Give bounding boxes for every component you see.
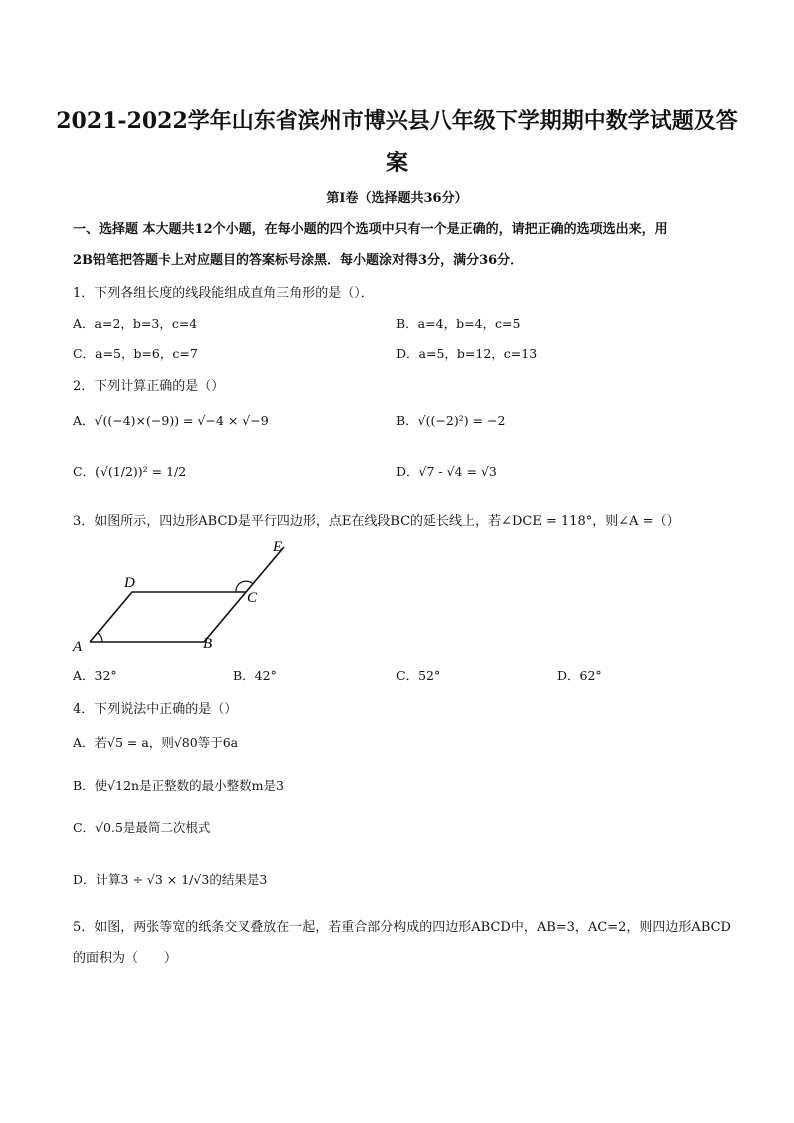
q3-option-c: C．52° bbox=[396, 668, 441, 683]
figure-label-e: E bbox=[273, 539, 283, 555]
q3-stem: 3．如图所示，四边形ABCD是平行四边形，点E在线段BC的延长线上，若∠DCE = 118°，则∠A =（） bbox=[73, 514, 680, 529]
q4-option-d: D．计算3 ÷ √3 × 1/√3的结果是3 bbox=[73, 872, 268, 887]
q1-option-a: A．a=2，b=3，c=4 bbox=[73, 316, 198, 331]
instructions-line-1: 一、选择题 本大题共12个小题，在每小题的四个选项中只有一个是正确的，请把正确的选项选出来，用 bbox=[73, 222, 668, 237]
q1-option-d: D．a=5，b=12，c=13 bbox=[396, 346, 538, 361]
q4-option-a: A．若√5 = a，则√80等于6a bbox=[73, 735, 239, 750]
figure-label-b: B bbox=[203, 636, 213, 652]
angle-a-arc bbox=[98, 633, 102, 642]
q3-option-a: A．32° bbox=[73, 668, 117, 683]
q2-option-b: B．√((−2)²) = −2 bbox=[396, 413, 506, 428]
q2-stem: 2．下列计算正确的是（） bbox=[73, 379, 225, 394]
q1-stem: 1．下列各组长度的线段能组成直角三角形的是（）． bbox=[73, 286, 374, 301]
document-title-line-2: 案 bbox=[385, 150, 408, 176]
q4-option-b: B．使√12n是正整数的最小整数m是3 bbox=[73, 778, 284, 793]
figure-label-a: A bbox=[73, 639, 83, 655]
q3-option-d: D．62° bbox=[557, 668, 602, 683]
q2-option-d: D．√7 - √4 = √3 bbox=[396, 464, 497, 479]
q3-parallelogram-figure bbox=[70, 535, 310, 655]
section-header: 第Ⅰ卷（选择题共36分） bbox=[326, 191, 468, 206]
instructions-line-2: 2B铅笔把答题卡上对应题目的答案标号涂黑．每小题涂对得3分，满分36分． bbox=[73, 253, 524, 268]
q4-option-c: C．√0.5是最简二次根式 bbox=[73, 820, 211, 835]
figure-label-c: C bbox=[247, 590, 258, 606]
q3-option-b: B．42° bbox=[233, 668, 277, 683]
document-title-line-1: 2021-2022学年山东省滨州市博兴县八年级下学期期中数学试题及答 bbox=[56, 108, 738, 134]
q4-stem: 4．下列说法中正确的是（） bbox=[73, 702, 238, 717]
q5-stem-line-2: 的面积为（ ） bbox=[73, 951, 178, 966]
q1-option-b: B．a=4，b=4，c=5 bbox=[396, 316, 521, 331]
parallelogram-abcd bbox=[90, 592, 246, 642]
q5-stem-line-1: 5．如图，两张等宽的纸条交叉叠放在一起，若重合部分构成的四边形ABCD中，AB=3，AC=2，则四边形ABCD bbox=[73, 920, 731, 935]
q1-option-c: C．a=5，b=6，c=7 bbox=[73, 346, 198, 361]
figure-label-d: D bbox=[124, 575, 135, 591]
q2-option-c: C．(√(1/2))² = 1/2 bbox=[73, 464, 187, 479]
q2-option-a: A．√((−4)×(−9)) = √−4 × √−9 bbox=[73, 413, 269, 428]
